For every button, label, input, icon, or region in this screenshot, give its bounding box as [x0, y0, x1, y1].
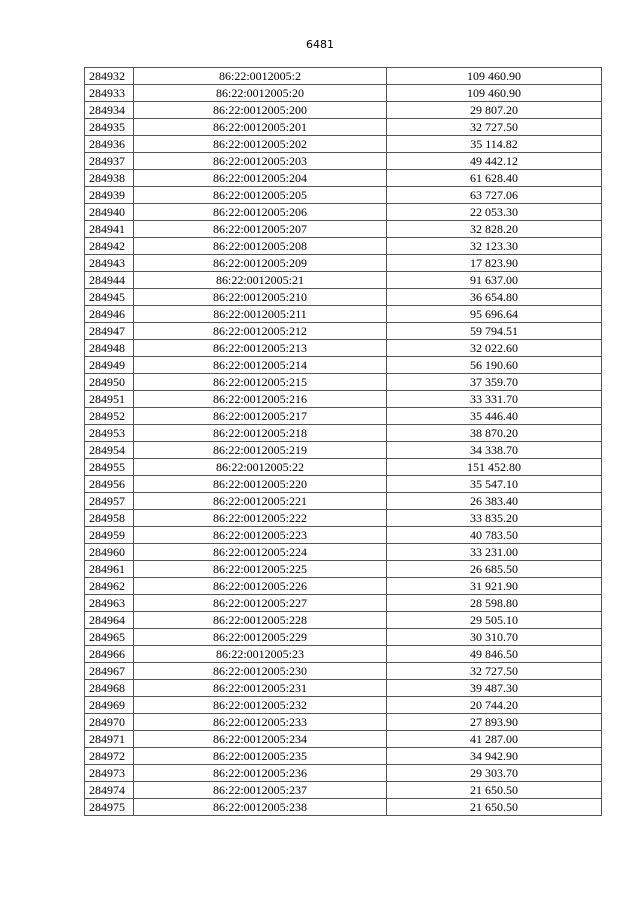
- cadastral-number-cell: 86:22:0012005:213: [134, 340, 387, 357]
- table-row: [85, 306, 602, 323]
- value-cell: 34 942.90: [387, 748, 602, 765]
- record-id-cell: 284939: [85, 187, 134, 204]
- value-cell: 27 893.90: [387, 714, 602, 731]
- table-row: [85, 799, 602, 816]
- cadastral-number-cell: 86:22:0012005:237: [134, 782, 387, 799]
- table-row: [85, 544, 602, 561]
- record-id-cell: 284973: [85, 765, 134, 782]
- record-id-cell: 284964: [85, 612, 134, 629]
- table-row: [85, 714, 602, 731]
- cadastral-number-cell: 86:22:0012005:200: [134, 102, 387, 119]
- cadastral-number-cell: 86:22:0012005:229: [134, 629, 387, 646]
- record-id-cell: 284969: [85, 697, 134, 714]
- value-cell: 31 921.90: [387, 578, 602, 595]
- value-cell: 29 303.70: [387, 765, 602, 782]
- record-id-cell: 284944: [85, 272, 134, 289]
- record-id-cell: 284932: [85, 68, 134, 85]
- record-id-cell: 284942: [85, 238, 134, 255]
- value-cell: 109 460.90: [387, 68, 602, 85]
- table-row: [85, 204, 602, 221]
- value-cell: 32 123.30: [387, 238, 602, 255]
- table-row: [85, 221, 602, 238]
- table-row: [85, 340, 602, 357]
- table-row: [85, 646, 602, 663]
- table-row: [85, 561, 602, 578]
- table-row: [85, 357, 602, 374]
- cadastral-number-cell: 86:22:0012005:22: [134, 459, 387, 476]
- value-cell: 32 727.50: [387, 119, 602, 136]
- value-cell: 21 650.50: [387, 799, 602, 816]
- cadastral-number-cell: 86:22:0012005:20: [134, 85, 387, 102]
- cadastral-number-cell: 86:22:0012005:216: [134, 391, 387, 408]
- table-row: [85, 697, 602, 714]
- table-row: [85, 102, 602, 119]
- value-cell: 32 727.50: [387, 663, 602, 680]
- cadastral-number-cell: 86:22:0012005:21: [134, 272, 387, 289]
- cadastral-number-cell: 86:22:0012005:224: [134, 544, 387, 561]
- cadastral-number-cell: 86:22:0012005:212: [134, 323, 387, 340]
- table-row: [85, 272, 602, 289]
- cadastral-number-cell: 86:22:0012005:218: [134, 425, 387, 442]
- record-id-cell: 284943: [85, 255, 134, 272]
- record-id-cell: 284962: [85, 578, 134, 595]
- table-row: [85, 238, 602, 255]
- record-id-cell: 284941: [85, 221, 134, 238]
- value-cell: 91 637.00: [387, 272, 602, 289]
- table-row: [85, 680, 602, 697]
- value-cell: 61 628.40: [387, 170, 602, 187]
- record-id-cell: 284959: [85, 527, 134, 544]
- value-cell: 38 870.20: [387, 425, 602, 442]
- value-cell: 26 383.40: [387, 493, 602, 510]
- cadastral-number-cell: 86:22:0012005:233: [134, 714, 387, 731]
- table-row: [85, 765, 602, 782]
- record-id-cell: 284968: [85, 680, 134, 697]
- table-row: [85, 748, 602, 765]
- table-row: [85, 119, 602, 136]
- table-row: [85, 187, 602, 204]
- record-id-cell: 284953: [85, 425, 134, 442]
- cadastral-number-cell: 86:22:0012005:226: [134, 578, 387, 595]
- record-id-cell: 284946: [85, 306, 134, 323]
- table-row: [85, 374, 602, 391]
- cadastral-number-cell: 86:22:0012005:227: [134, 595, 387, 612]
- table-row: [85, 578, 602, 595]
- table-row: [85, 731, 602, 748]
- value-cell: 151 452.80: [387, 459, 602, 476]
- cadastral-number-cell: 86:22:0012005:238: [134, 799, 387, 816]
- value-cell: 30 310.70: [387, 629, 602, 646]
- cadastral-number-cell: 86:22:0012005:217: [134, 408, 387, 425]
- record-id-cell: 284970: [85, 714, 134, 731]
- record-id-cell: 284935: [85, 119, 134, 136]
- cadastral-number-cell: 86:22:0012005:236: [134, 765, 387, 782]
- table-row: [85, 612, 602, 629]
- record-id-cell: 284947: [85, 323, 134, 340]
- value-cell: 26 685.50: [387, 561, 602, 578]
- value-cell: 17 823.90: [387, 255, 602, 272]
- table-row: [85, 289, 602, 306]
- table-row: [85, 510, 602, 527]
- record-id-cell: 284961: [85, 561, 134, 578]
- value-cell: 56 190.60: [387, 357, 602, 374]
- table-row: [85, 170, 602, 187]
- value-cell: 41 287.00: [387, 731, 602, 748]
- table-row: [85, 493, 602, 510]
- record-id-cell: 284950: [85, 374, 134, 391]
- cadastral-number-cell: 86:22:0012005:209: [134, 255, 387, 272]
- record-id-cell: 284934: [85, 102, 134, 119]
- cadastral-number-cell: 86:22:0012005:225: [134, 561, 387, 578]
- table-row: [85, 85, 602, 102]
- cadastral-number-cell: 86:22:0012005:210: [134, 289, 387, 306]
- value-cell: 28 598.80: [387, 595, 602, 612]
- table-row: [85, 408, 602, 425]
- record-id-cell: 284966: [85, 646, 134, 663]
- cadastral-number-cell: 86:22:0012005:222: [134, 510, 387, 527]
- record-id-cell: 284957: [85, 493, 134, 510]
- value-cell: 109 460.90: [387, 85, 602, 102]
- value-cell: 49 846.50: [387, 646, 602, 663]
- table-row: [85, 595, 602, 612]
- value-cell: 22 053.30: [387, 204, 602, 221]
- record-id-cell: 284933: [85, 85, 134, 102]
- record-id-cell: 284975: [85, 799, 134, 816]
- cadastral-number-cell: 86:22:0012005:232: [134, 697, 387, 714]
- cadastral-number-cell: 86:22:0012005:221: [134, 493, 387, 510]
- table-row: [85, 323, 602, 340]
- cadastral-number-cell: 86:22:0012005:202: [134, 136, 387, 153]
- record-id-cell: 284967: [85, 663, 134, 680]
- record-id-cell: 284972: [85, 748, 134, 765]
- cadastral-number-cell: 86:22:0012005:23: [134, 646, 387, 663]
- table-row: [85, 68, 602, 85]
- table-row: [85, 153, 602, 170]
- cadastral-number-cell: 86:22:0012005:201: [134, 119, 387, 136]
- cadastral-number-cell: 86:22:0012005:211: [134, 306, 387, 323]
- table-row: [85, 629, 602, 646]
- cadastral-number-cell: 86:22:0012005:220: [134, 476, 387, 493]
- cadastral-number-cell: 86:22:0012005:223: [134, 527, 387, 544]
- value-cell: 95 696.64: [387, 306, 602, 323]
- cadastral-number-cell: 86:22:0012005:231: [134, 680, 387, 697]
- cadastral-number-cell: 86:22:0012005:215: [134, 374, 387, 391]
- record-id-cell: 284963: [85, 595, 134, 612]
- table-row: [85, 255, 602, 272]
- value-cell: 39 487.30: [387, 680, 602, 697]
- record-id-cell: 284960: [85, 544, 134, 561]
- table-row: [85, 425, 602, 442]
- cadastral-number-cell: 86:22:0012005:235: [134, 748, 387, 765]
- value-cell: 21 650.50: [387, 782, 602, 799]
- cadastral-number-cell: 86:22:0012005:228: [134, 612, 387, 629]
- record-id-cell: 284955: [85, 459, 134, 476]
- cadastral-number-cell: 86:22:0012005:207: [134, 221, 387, 238]
- cadastral-number-cell: 86:22:0012005:230: [134, 663, 387, 680]
- record-id-cell: 284954: [85, 442, 134, 459]
- table-row: [85, 459, 602, 476]
- cadastral-number-cell: 86:22:0012005:205: [134, 187, 387, 204]
- value-cell: 37 359.70: [387, 374, 602, 391]
- record-id-cell: 284940: [85, 204, 134, 221]
- value-cell: 36 654.80: [387, 289, 602, 306]
- cadastral-number-cell: 86:22:0012005:208: [134, 238, 387, 255]
- table-row: [85, 663, 602, 680]
- record-id-cell: 284951: [85, 391, 134, 408]
- table-row: [85, 782, 602, 799]
- record-id-cell: 284956: [85, 476, 134, 493]
- cadastral-number-cell: 86:22:0012005:204: [134, 170, 387, 187]
- value-cell: 63 727.06: [387, 187, 602, 204]
- value-cell: 33 835.20: [387, 510, 602, 527]
- cadastral-number-cell: 86:22:0012005:206: [134, 204, 387, 221]
- record-id-cell: 284974: [85, 782, 134, 799]
- cadastral-number-cell: 86:22:0012005:203: [134, 153, 387, 170]
- record-id-cell: 284937: [85, 153, 134, 170]
- record-id-cell: 284948: [85, 340, 134, 357]
- value-cell: 59 794.51: [387, 323, 602, 340]
- value-cell: 49 442.12: [387, 153, 602, 170]
- table-row: [85, 136, 602, 153]
- table-row: [85, 476, 602, 493]
- cadastral-number-cell: 86:22:0012005:234: [134, 731, 387, 748]
- value-cell: 20 744.20: [387, 697, 602, 714]
- table-body: [85, 68, 602, 816]
- record-id-cell: 284965: [85, 629, 134, 646]
- value-cell: 40 783.50: [387, 527, 602, 544]
- record-id-cell: 284949: [85, 357, 134, 374]
- record-id-cell: 284971: [85, 731, 134, 748]
- record-id-cell: 284952: [85, 408, 134, 425]
- value-cell: 35 446.40: [387, 408, 602, 425]
- cadastral-value-table: [84, 67, 602, 816]
- record-id-cell: 284945: [85, 289, 134, 306]
- cadastral-number-cell: 86:22:0012005:214: [134, 357, 387, 374]
- cadastral-number-cell: 86:22:0012005:219: [134, 442, 387, 459]
- table-row: [85, 527, 602, 544]
- page-number: 6481: [306, 38, 334, 51]
- value-cell: 32 828.20: [387, 221, 602, 238]
- record-id-cell: 284958: [85, 510, 134, 527]
- table-row: [85, 391, 602, 408]
- value-cell: 35 114.82: [387, 136, 602, 153]
- value-cell: 29 807.20: [387, 102, 602, 119]
- record-id-cell: 284936: [85, 136, 134, 153]
- record-id-cell: 284938: [85, 170, 134, 187]
- value-cell: 32 022.60: [387, 340, 602, 357]
- value-cell: 35 547.10: [387, 476, 602, 493]
- value-cell: 34 338.70: [387, 442, 602, 459]
- cadastral-number-cell: 86:22:0012005:2: [134, 68, 387, 85]
- table-row: [85, 442, 602, 459]
- value-cell: 33 231.00: [387, 544, 602, 561]
- value-cell: 33 331.70: [387, 391, 602, 408]
- value-cell: 29 505.10: [387, 612, 602, 629]
